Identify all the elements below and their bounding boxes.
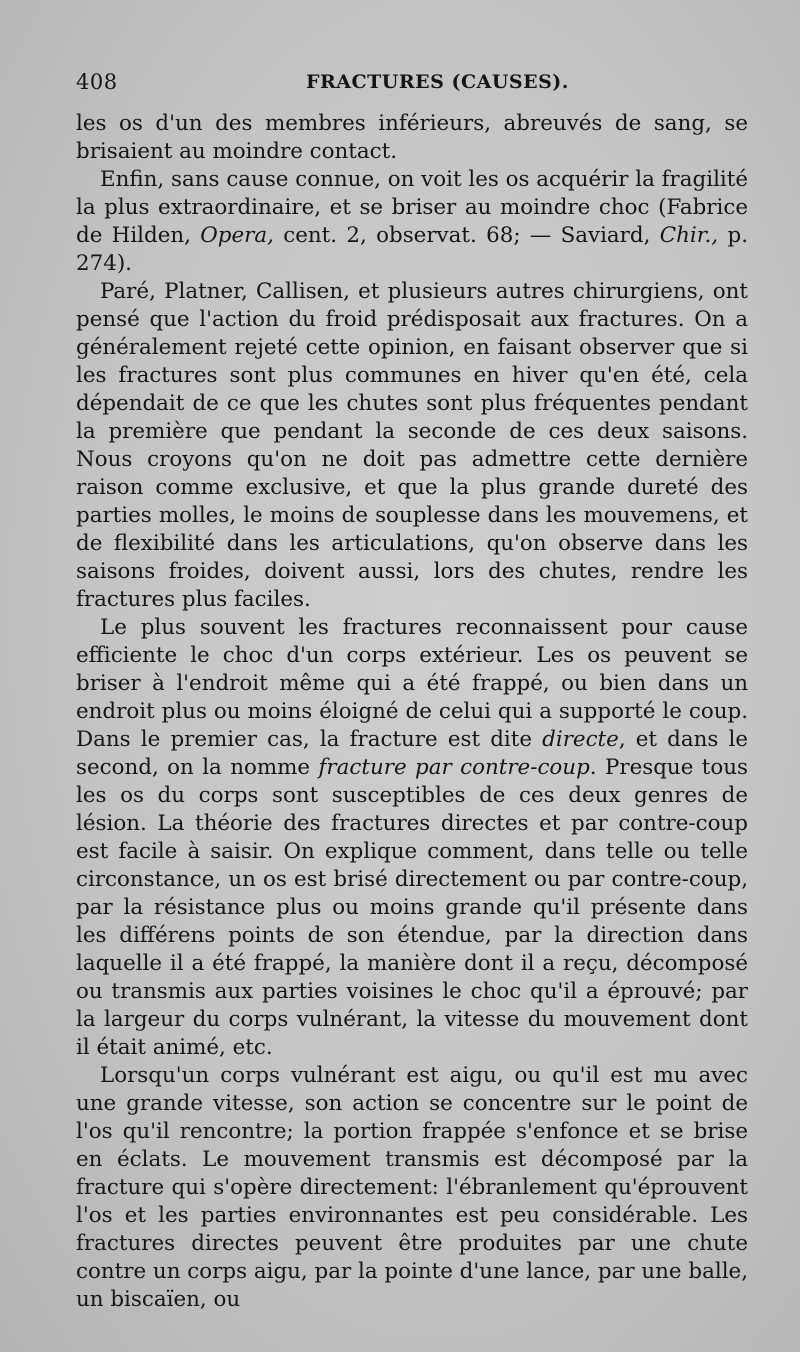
text-run: , et dans le second, on la nomme	[76, 727, 748, 780]
page-header	[76, 70, 742, 100]
italic-term: directe	[542, 727, 619, 752]
italic-term: fracture par contre-coup	[318, 755, 590, 780]
text-run: . Presque tous les os du corps sont susceptibles de ces deux genres de lésion. La théorie des fractures directes et par contre-coup est facile à saisir. On explique comment, dans telle ou telle circonstance, un os est brisé directement ou par contre-coup, par la résistance plus ou moins grande qu'il présente dans les différens points de son étendue, par la direction dans laquelle il a été frappé, la manière dont il a reçu, décomposé ou transmis aux parties voisines le choc qu'il a éprouvé; par la largeur du corps vulnérant, la vitesse du mouvement dont il était animé, etc.	[76, 755, 748, 1060]
paragraph-fragility	[76, 166, 748, 278]
italic-citation: Chir.,	[659, 223, 719, 248]
text-run: p. 274).	[76, 223, 748, 276]
page-number: 408	[76, 70, 118, 94]
text-run: Enfin, sans cause connue, on voit les os acquérir la fragilité la plus extraordinaire, et se briser au moindre choc (Fabrice de Hilden,	[76, 167, 749, 248]
running-title: FRACTURES (CAUSES).	[306, 71, 569, 93]
body-text	[76, 110, 748, 1314]
paragraph-continuation: les os d'un des membres inférieurs, abreuvés de sang, se brisaient au moindre contact.	[76, 111, 748, 164]
text-run: cent. 2, observat. 68; — Saviard,	[273, 223, 660, 248]
paragraph-sharp-body: Lorsqu'un corps vulnérant est aigu, ou qu'il est mu avec une grande vitesse, son action se concentre sur le point de l'os qu'il rencontre; la portion frappée s'enfonce et se brise en éclats. Le mouvement transmis est décomposé par la fracture qui s'opère directement: l'ébranlement qu'éprouvent l'os et les parties environnantes est peu considérable. Les fractures directes peuvent être produites par une chute contre un corps aigu, par la pointe d'une lance, par une balle, un biscaïen, ou	[76, 1063, 748, 1312]
italic-citation: Opera,	[200, 223, 274, 248]
text-run: Le plus souvent les fractures reconnaissent pour cause efficiente le choc d'un corps extérieur. Les os peuvent se briser à l'endroit même qui a été frappé, ou bien dans un endroit plus ou moins éloigné de celui qui a supporté le coup. Dans le premier cas, la fracture est dite	[76, 615, 748, 752]
paragraph-cold: Paré, Platner, Callisen, et plusieurs autres chirurgiens, ont pensé que l'action du froid prédisposait aux fractures. On a généralement rejeté cette opinion, en faisant observer que si les fractures sont plus communes en hiver qu'en été, cela dépendait de ce que les chutes sont plus fréquentes pendant la première que pendant la seconde de ces deux saisons. Nous croyons qu'on ne doit pas admettre cette dernière raison comme exclusive, et que la plus grande dureté des parties molles, le moins de souplesse dans les mouvemens, et de flexibilité dans les articulations, qu'on observe dans les saisons froides, doivent aussi, lors des chutes, rendre les fractures plus faciles.	[76, 279, 748, 612]
paragraph-causes	[76, 614, 748, 1062]
